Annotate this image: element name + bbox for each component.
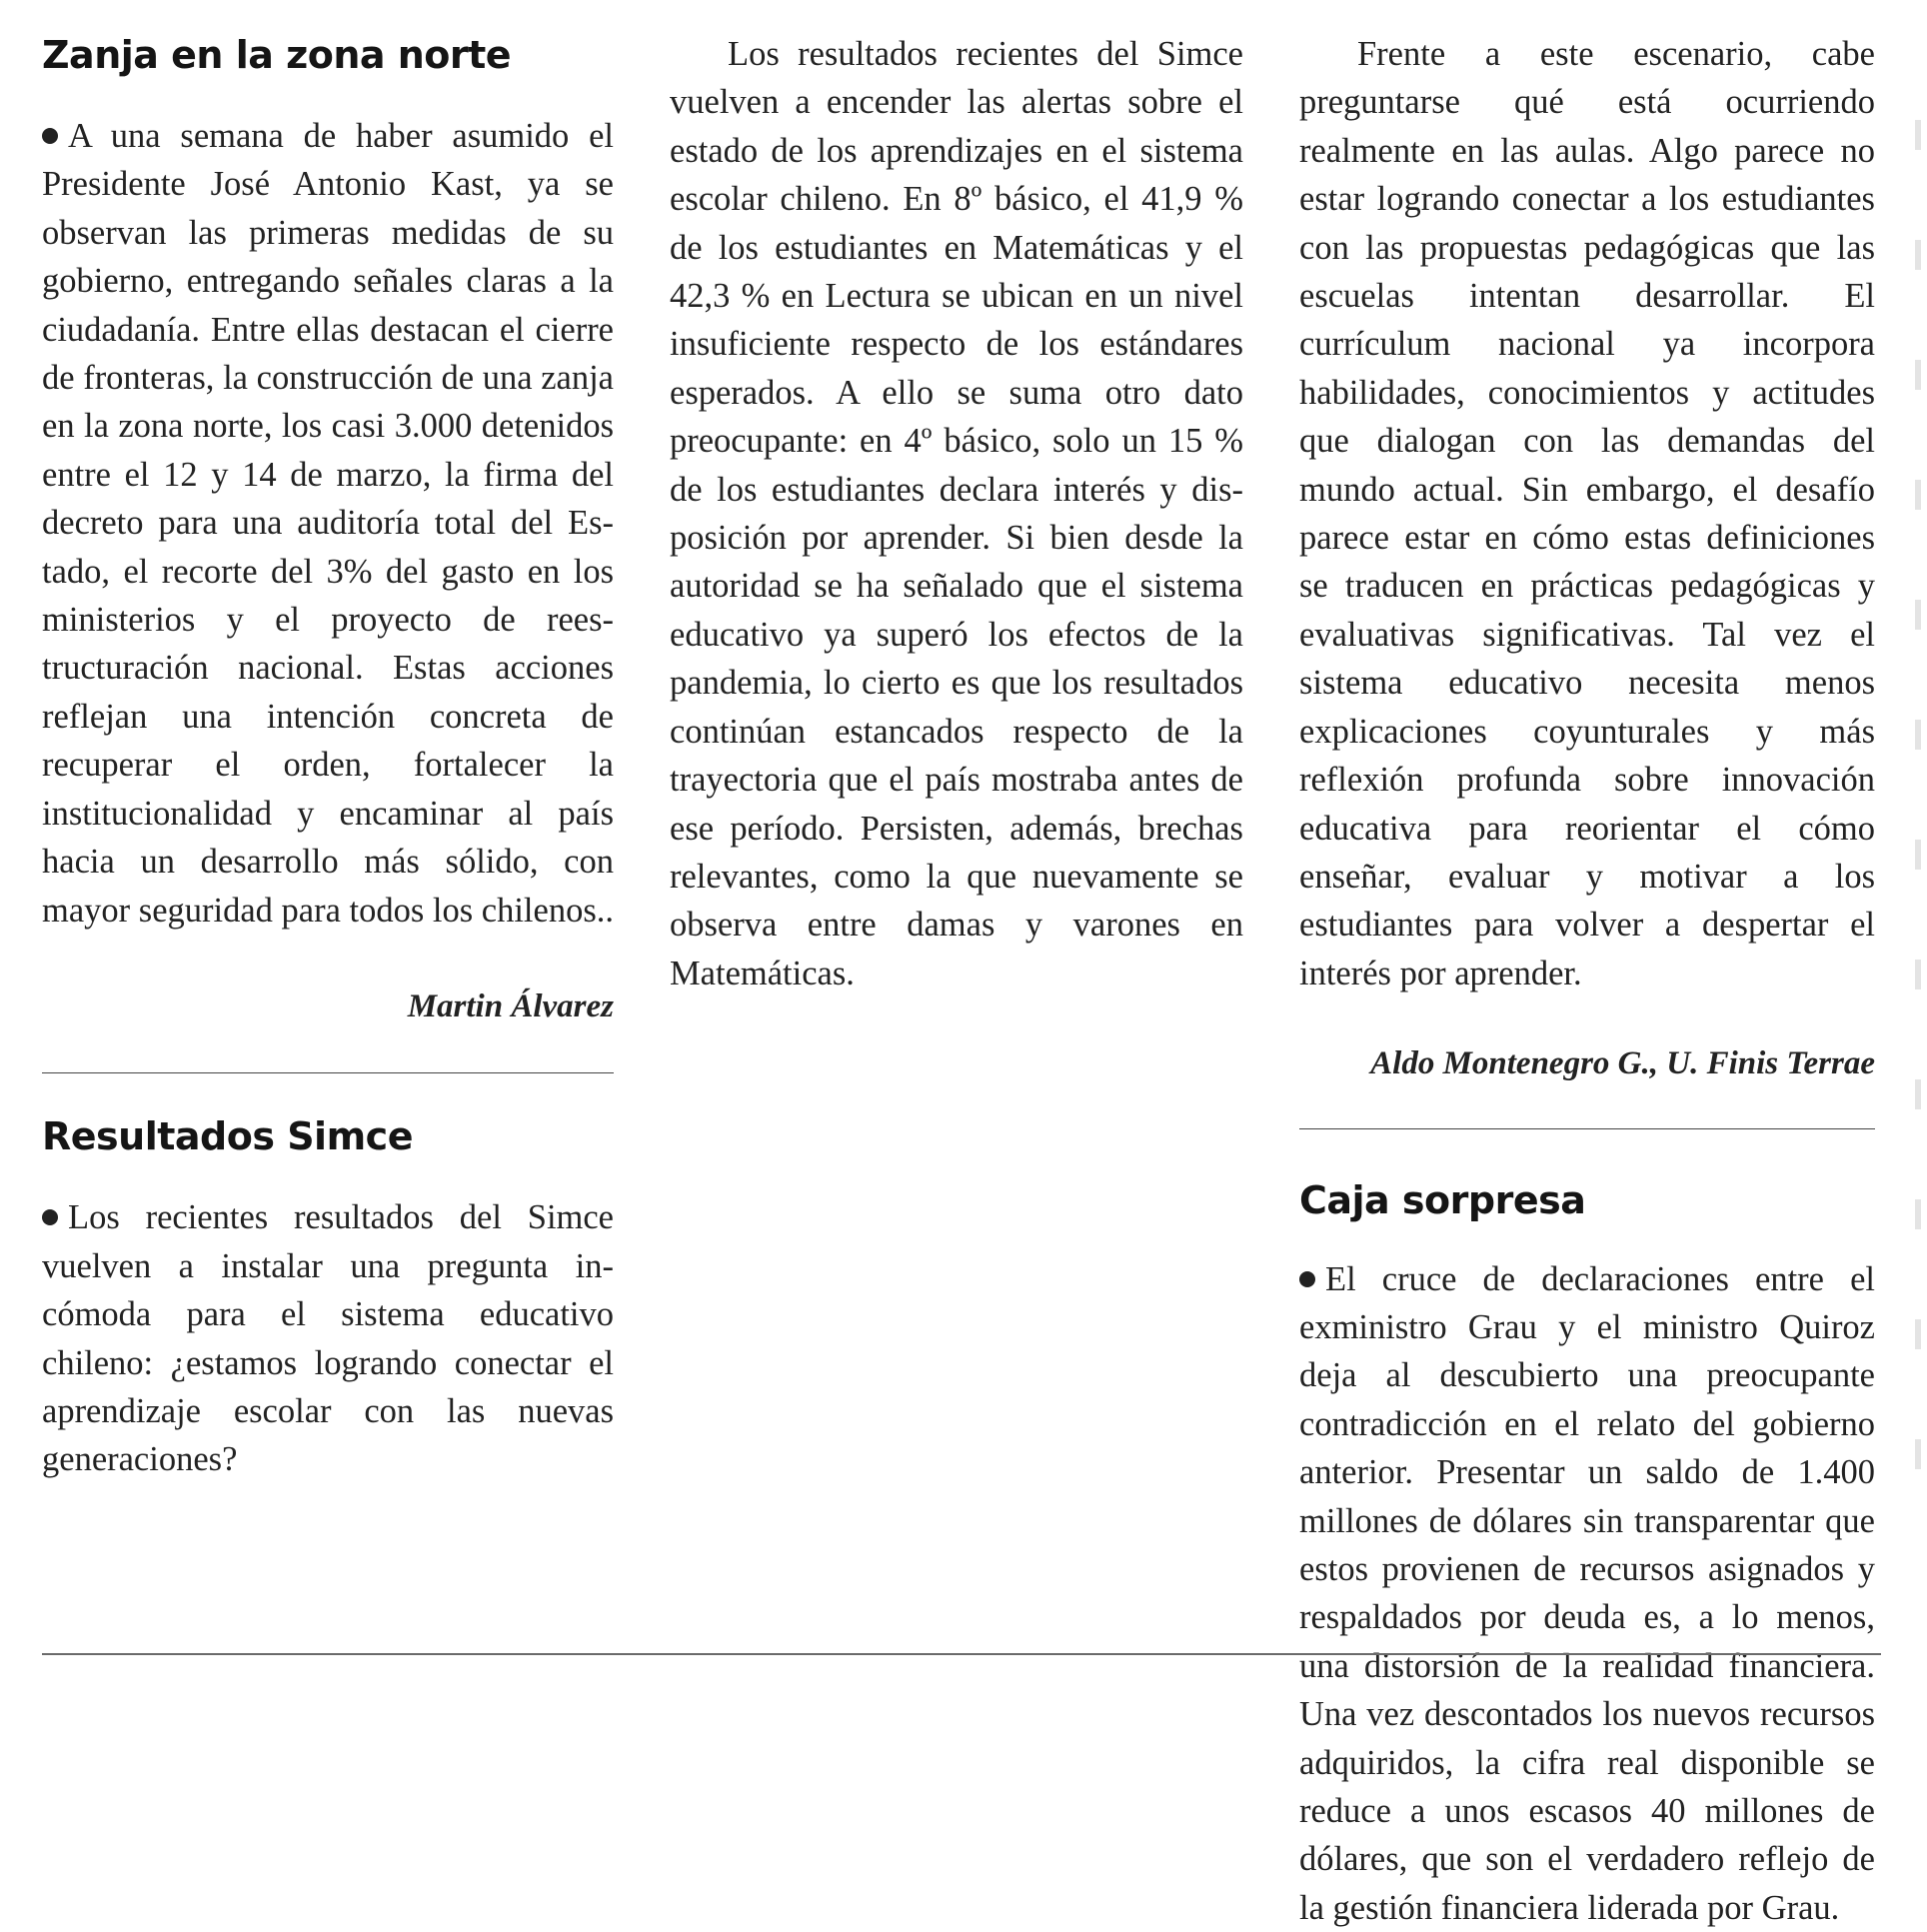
letter-zanja-text: A una semana de haber asumido el Presidente José Antonio Kast, ya se observan las primeras medidas de su gobierno, entregando señales claras a la ciudadanía. Entre ellas destacan el cierre de fronteras, la construcción de una zanja en la zona norte, los casi 3.000 detenidos entre el 12 y 14 de marzo, la firma del decreto para una auditoría total del Estado, el recorte del 3% del gasto en los ministerios y el proyecto de reestructuración nacional. Estas acciones reflejan una intención concreta de recuperar el orden, fortalecer la institucionalidad y encaminar al país hacia un desarrollo más sólido, con mayor seguridad para todos los chilenos.. bbox=[42, 117, 614, 930]
headline-caja: Caja sorpresa bbox=[1299, 1177, 1586, 1222]
author-simce: Aldo Montenegro G., U. Finis Terrae bbox=[1370, 1045, 1875, 1082]
letter-caja-body bbox=[1299, 1255, 1875, 1932]
headline-zanja: Zanja en la zona norte bbox=[42, 33, 512, 77]
bottom-divider bbox=[42, 1653, 1881, 1655]
bullet-icon bbox=[1299, 1271, 1315, 1287]
letter-simce-paragraph: Frente a este escenario, cabe preguntarse qué está ocurriendo realmente en las aulas. Algo parece no estar logrando conectar a los estudiantes con las propuestas pedagógicas que las escuelas intentan desarrollar. El currículum nacional ya incorpora habilidades, conocimientos y actitudes que dialogan con las demandas del mundo actual. Sin embargo, el desafío parece estar en cómo estas definiciones se traducen en prácticas pedagógicas y evaluativas significativas. Tal vez el sistema educativo necesita menos explicaciones coyunturales y más reflexión profunda sobre innovación educativa para reorientar el cómo enseñar, evaluar y motivar a los estudiantes para volver a despertar el interés por aprender. bbox=[1299, 35, 1875, 992]
author-zanja: Martin Álvarez bbox=[407, 987, 614, 1024]
column-center bbox=[670, 30, 1243, 997]
letter-caja-text: El cruce de declaraciones entre el exministro Grau y el ministro Quiroz deja al descubierto una preocupante contradicción en el relato del gobierno anterior. Presentar un saldo de 1.400 millones de dólares sin transparentar que estos provienen de recursos asignados y respaldados por deuda es, a lo menos, una distorsión de la realidad financiera. Una vez descontados los nuevos recursos adquiridos, la cifra real disponible se reduce a unos escasos 40 millones de dólares, que son el verdadero reflejo de la gestión financiera liderada por Grau. bbox=[1299, 1259, 1875, 1927]
letter-simce-intro-text: Los recientes resultados del Simce vuelven a instalar una pregunta incómoda para el sistema educativo chileno: ¿estamos logrando conectar el aprendizaje escolar con las nuevas generaciones? bbox=[42, 1198, 614, 1479]
column-left bbox=[42, 30, 614, 1484]
bullet-icon bbox=[42, 1209, 58, 1225]
headline-simce: Resultados Simce bbox=[42, 1114, 413, 1159]
column-right bbox=[1299, 30, 1875, 1932]
letter-simce-paragraph: Los resultados recientes del Simce vuelven a encender las alertas sobre el estado de los aprendizajes en el sistema escolar chileno. En 8º básico, el 41,9 % de los estudiantes en Matemáticas y el 42,3 % en Lectura se ubican en un nivel insuficiente respecto de los estándares esperados. A ello se suma otro dato preocupante: en 4º básico, solo un 15 % de los estudiantes declara interés y disposición por aprender. Si bien desde la autoridad se ha señalado que el sistema educativo ya superó los efectos de la pandemia, lo cierto es que los resultados continúan estancados respecto de la trayectoria que el país mostraba antes de ese período. Persisten, además, brechas relevantes, como la que nuevamente se observa entre damas y varones en Matemáticas. bbox=[670, 35, 1243, 992]
bullet-icon bbox=[42, 128, 58, 144]
page-edge bbox=[1915, 120, 1921, 1519]
letter-zanja-body bbox=[42, 112, 614, 935]
letter-simce-intro bbox=[42, 1193, 614, 1483]
